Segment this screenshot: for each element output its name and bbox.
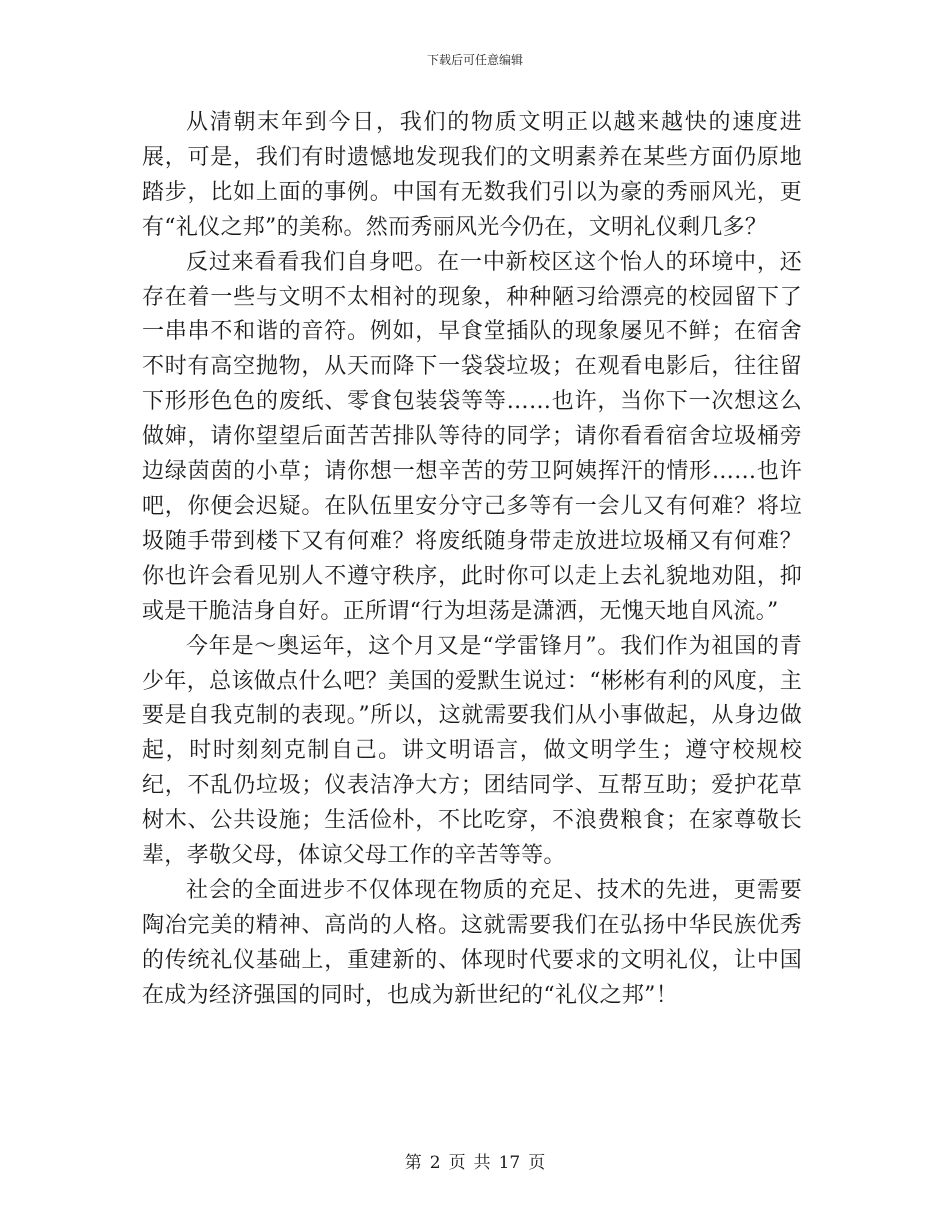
page-footer	[0, 1152, 950, 1174]
document-body	[142, 106, 802, 1014]
paragraph-1: 从清朝末年到今日，我们的物质文明正以越来越快的速度进展，可是，我们有时遗憾地发现我们的文明素养在某些方面仍原地踏步，比如上面的事例。中国有无数我们引以为豪的秀丽风光，更有“礼仪之邦”的美称。然而秀丽风光今仍在，文明礼仪剩几多？	[142, 110, 802, 240]
paragraph-3: 今年是～奥运年，这个月又是“学雷锋月”。我们作为祖国的青少年，总该做点什么吧？美国的爱默生说过：“彬彬有利的风度，主要是自我克制的表现。”所以，这就需要我们从小事做起，从身边做起，时时刻刻克制自己。讲文明语言，做文明学生；遵守校规校纪，不乱仍垃圾；仪表洁净大方；团结同学、互帮互助；爱护花草树木、公共设施；生活俭朴，不比吃穿，不浪费粮食；在家尊敬长辈，孝敬父母，体谅父母工作的辛苦等等。	[142, 633, 802, 869]
footer-page-word: 页	[448, 1153, 466, 1173]
footer-suffix: 页	[528, 1153, 546, 1173]
footer-total-pages: 17	[498, 1153, 521, 1173]
footer-total-word: 共	[473, 1153, 491, 1173]
footer-prefix: 第	[404, 1153, 422, 1173]
page-header: 下载后可任意编辑	[426, 53, 523, 67]
paragraph-2: 反过来看看我们自身吧。在一中新校区这个怡人的环境中，还存在着一些与文明不太相衬的现象，种种陋习给漂亮的校园留下了一串串不和谐的音符。例如，早食堂插队的现象屡见不鲜；在宿舍不时有高空抛物，从天而降下一袋袋垃圾；在观看电影后，往往留下形形色色的废纸、零食包装袋等等……也许，当你下一次想这么做婶，请你望望后面苦苦排队等待的同学；请你看看宿舍垃圾桶旁边绿茵茵的小草；请你想一想辛苦的劳卫阿姨挥汗的情形……也许吧，你便会迟疑。在队伍里安分守己多等有一会儿又有何难？将垃圾随手带到楼下又有何难？将废纸随身带走放进垃圾桶又有何难？你也许会看见别人不遵守秩序，此时你可以走上去礼貌地劝阻，抑或是干脆洁身自好。正所谓“行为坦荡是潇洒，无愧天地自风流。”	[142, 249, 802, 624]
footer-current-page: 2	[429, 1153, 441, 1173]
paragraph-4: 社会的全面进步不仅体现在物质的充足、技术的先进，更需要陶冶完美的精神、高尚的人格。这就需要我们在弘扬中华民族优秀的传统礼仪基础上，重建新的、体现时代要求的文明礼仪，让中国在成为经济强国的同时，也成为新世纪的“礼仪之邦”！	[142, 877, 802, 1008]
